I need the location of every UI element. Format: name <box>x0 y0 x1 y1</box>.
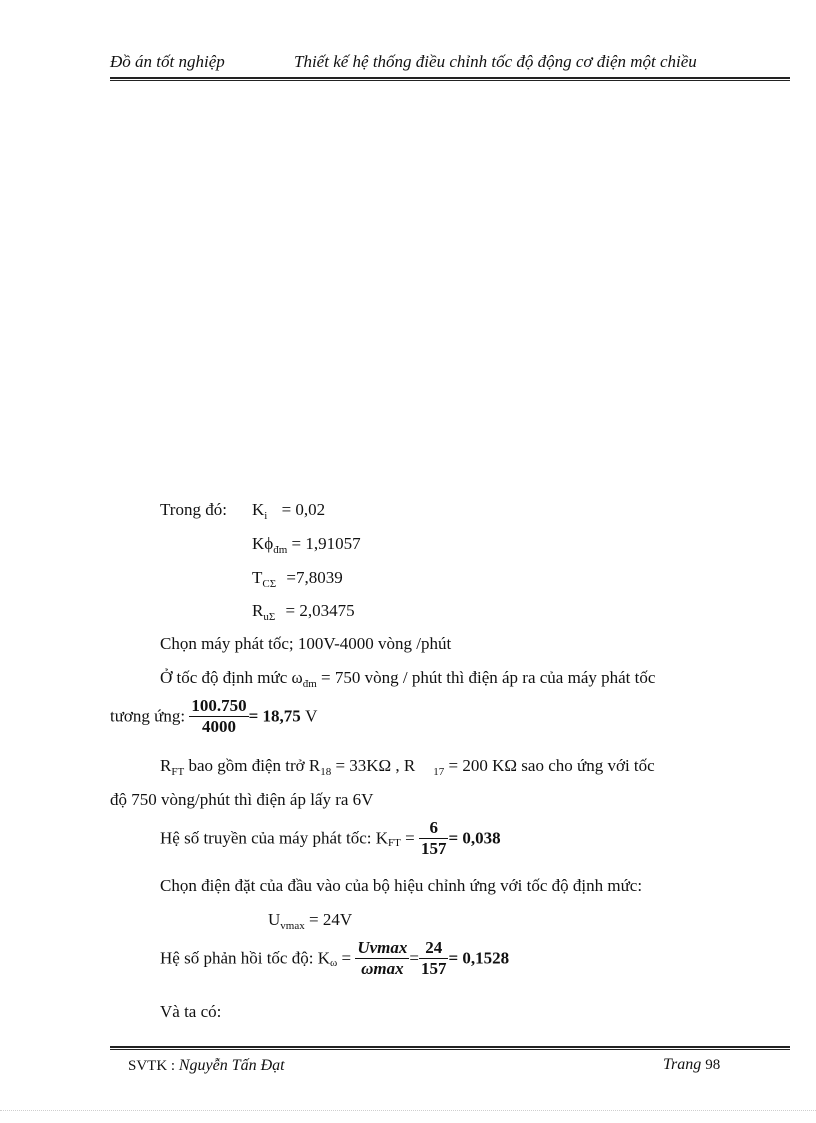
kft-fraction: $\frac{6}{157}$ <box>420 818 447 858</box>
param-kphi: $K\phi_{đm} = 1,91057$ <box>252 534 361 556</box>
page-bottom-dotted-line <box>0 1110 816 1111</box>
param-ru: $R_{u\Sigma} = 2,03475$ <box>252 601 355 623</box>
kft-line: Hệ số truyền của máy phát tốc: $K_{FT}$ = $\frac{6}{157}$ = 0,038 <box>160 818 501 858</box>
choose-generator-line: Chọn máy phát tốc; 100V-4000 vòng /phút <box>160 634 452 653</box>
param-ki: $K_i = 0,02$ <box>252 500 326 522</box>
voltage-fraction: $\frac{100.750}{4000}$ <box>191 696 247 736</box>
footer-author: SVTK : Nguyễn Tấn Đạt <box>128 1057 285 1074</box>
k-omega-fraction-2: $\frac{24}{157}$ <box>420 938 447 978</box>
param-tc: $T_{C\Sigma} =7,8039$ <box>252 568 343 590</box>
and-we-have-line: Và ta có: <box>160 1002 222 1021</box>
header-left-title: Đồ án tốt nghiệp <box>110 52 225 71</box>
rated-speed-line: Ở tốc độ định mức $\omega_{đm} = 750$ vòng / phút thì điện áp ra của máy phát tốc <box>160 668 656 690</box>
rft-line: $R_{FT}$ bao gồm điện trở $R_{18} = 33K\Omega$ , R $_{17}$ = 200 KΩ sao cho ứng với tốc <box>160 756 655 778</box>
k-omega-line: Hệ số phản hồi tốc độ: $K_\omega$ = $\frac{Uvmax}{\omega\max}$ = $\frac{24}{157}$ = 0,1528 <box>160 938 510 978</box>
k-omega-fraction-1: $\frac{Uvmax}{\omega\max}$ <box>357 938 408 978</box>
corresponding-voltage-line: tương ứng: $\frac{100.750}{4000}$ = 18,75 V <box>110 696 318 736</box>
footer-rule-top <box>110 1046 790 1048</box>
params-intro: Trong đó: <box>160 500 227 519</box>
choose-input-line: Chọn điện đặt của đầu vào của bộ hiệu chỉnh ứng với tốc độ định mức: <box>160 876 643 895</box>
header-rule-top <box>110 77 790 79</box>
header-right-title: Thiết kế hệ thống điều chỉnh tốc độ động cơ điện một chiều <box>294 52 697 71</box>
header-rule-bottom <box>110 80 790 81</box>
uvmax-line: $U_{vmax} = 24V$ <box>268 910 353 932</box>
rft-line-2: độ 750 vòng/phút thì điện áp lấy ra 6V <box>110 790 374 809</box>
footer-page: Trang 98 <box>663 1056 721 1073</box>
footer-rule-bottom <box>110 1049 790 1050</box>
